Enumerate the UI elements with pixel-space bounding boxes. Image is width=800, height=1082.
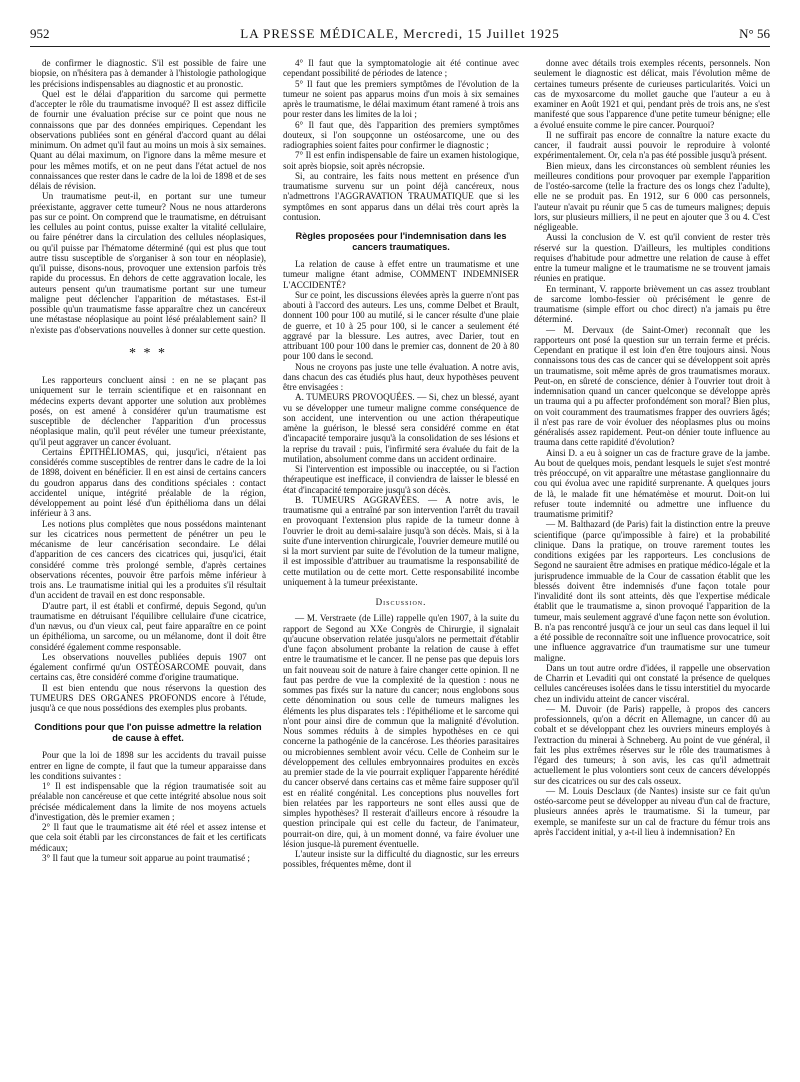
paragraph: — M. Louis Desclaux (de Nantes) insiste sur ce fait qu'un ostéo-sarcome peut se développer au niveau d'un cal de fracture, plusieurs années après le traumatisme. Si la tumeur, par exemple, se manifeste sur un cal de fracture du fémur trois ans après l'accident initial, y a-t-il lieu à indemnisation? En [534,785,770,837]
paragraph: — M. Dervaux (de Saint-Omer) reconnaît que les rapporteurs ont posé la question sur un terrain ferme et précis. Cependant en pratique il est loin d'en être toujours ainsi. Nous connaissons tous des cas de cancer qui se développent soit après un traumatisme, soit même après de gros traumatismes moraux. Peut-on, en sûreté de conscience, dénier à l'ouvrier tout droit à indemnisation quand un cancer quelconque se développe après un trauma qui a pu affecter profondément son moral? Bien plus, on voit couramment des traumatismes frapper des ouvriers âgés; il n'est pas rare de voir évoluer des néoplasmes plus ou moins généralisés assez rapidement. Peut-on dénier toute influence au trauma dans cette rapidité d'évolution? [534,324,770,448]
paragraph: 7° Il est enfin indispensable de faire un examen histologique, soit après biopsie, soit après nécropsie. [283,150,519,171]
paragraph: Bien mieux, dans les circonstances où semblent réunies les meilleures conditions pour provoquer par exemple l'apparition de l'ostéo-sarcome (telle la fracture des os longs chez l'adulte), elle ne se produit pas. En 1912, sur 6 000 cas personnels, l'auteur n'avait pu réunir que 5 cas de tumeurs malignes; depuis lors, sur plusieurs milliers, il ne peut en ajouter que 3 ou 4. C'est négligeable. [534,160,770,232]
paragraph: Il est bien entendu que nous réservons la question des TUMEURS DES ORGANES PROFONDS encore à l'étude, jusqu'à ce que nous possédions des exemples plus probants. [30,682,266,713]
column-1 [30,58,266,1068]
section-separator: * * * [129,345,167,361]
paragraph: Les observations nouvelles publiées depuis 1907 ont également confirmé qu'un OSTÉOSARCOME pouvait, dans certains cas, être considéré comme d'origine traumatique. [30,651,266,683]
paragraph: Ainsi D. a eu à soigner un cas de fracture grave de la jambe. Au bout de quelques mois, pendant lesquels le sujet s'est montré très préoccupé, on vit apparaître une métastase ganglionnaire du cou qui évolua avec une rapidité surprenante. A quelques jours de là, le malade fit une hématémèse et mourut. Doit-on lui refuser toute indemnité ou admettre une influence du traumatisme primitif? [534,447,770,519]
paragraph: Quel est le délai d'apparition du sarcome qui permette d'accepter le rôle du traumatisme invoqué? Il est assez difficile de fournir une évaluation précise sur ce point que nous ne connaissons que par des données empiriques. Cependant les observations publiées sont en général d'accord quant au délai minimum. On admet qu'il faut au moins un mois à six semaines. Quant au délai maximum, on l'ignore dans la même mesure et pour les mêmes motifs, et on ne peut dans l'état actuel de nos connaissances que rester dans le cadre de la loi de 1898 et de ses délais de révision. [30,88,266,191]
paragraph: A. TUMEURS PROVOQUÉES. — Si, chez un blessé, ayant vu se développer une tumeur maligne comme conséquence de son accident, une intervention ou une action thérapeutique amène la guérison, le blessé sera considéré comme en état d'incapacité temporaire jusqu'à la consolidation de ses lésions et la reprise du travail : puis, l'infirmité sera évaluée du fait de la mutilation, absolument comme dans un accident ordinaire. [283,392,519,464]
section-heading: Conditions pour que l'on puisse admettre la relation de cause à effet. [34,722,262,744]
column-3 [534,58,770,1068]
paragraph: Dans un tout autre ordre d'idées, il rappelle une observation de Charrin et Levaditi qui ont constaté la présence de quelques cellules cancéreuses isolées dans le tissu interstitiel du myocarde chez un individu atteint de cancer viscéral. [534,662,770,704]
paragraph: Sur ce point, les discussions élevées après la guerre n'ont pas abouti à l'accord des auteurs. Les uns, comme Delbet et Brault, donnent 100 pour 100 au mutilé, si le cancer résulte d'une plaie de guerre, et 10 à 25 pour 100, si le cancer a seulement été aggravé par la blessure. Les autres, avec Darier, tout en attribuant 100 pour 100 dans le premier cas, donnent de 20 à 80 pour 100 dans le second. [283,289,519,362]
paragraph: L'auteur insiste sur la difficulté du diagnostic, sur les erreurs possibles, fréquentes même, dont il [283,849,519,870]
paragraph: 3° Il faut que la tumeur soit apparue au point traumatisé ; [42,852,250,863]
section-heading: Règles proposées pour l'indemnisation dans les cancers traumatiques. [295,231,507,252]
paragraph: En terminant, V. rapporte brièvement un cas assez troublant de sarcome lombo-fessier où précisément le genre de traumatisme (simple effort ou choc direct) n'a jamais pu être déterminé. [534,283,770,325]
paragraph: Les rapporteurs concluent ainsi : en ne se plaçant pas uniquement sur le terrain scientifique et en raisonnant en médecins experts devant apporter une solution aux problèmes posés, on est amené à considérer qu'un traumatisme est susceptible de déclencher l'apparition d'un processus néoplasique malin, qu'il peut révéler une tumeur préexistante, qu'il peut aggraver un cancer évoluant. [30,375,266,447]
paragraph: 5° Il faut que les premiers symptômes de l'évolution de la tumeur ne soient pas apparus moins d'un mois à six semaines après le traumatisme, le délai maximum étant ramené à trois ans pour rester dans les limites de la loi ; [283,78,519,120]
paragraph: Si, au contraire, les faits nous mettent en présence d'un traumatisme survenu sur un point déjà cancéreux, nous n'admettrons l'AGGRAVATION TRAUMATIQUE que si les symptômes en sont apparus dans un délai très court après la contusion. [283,170,519,222]
paragraph: 1° Il est indispensable que la région traumatisée soit au préalable non cancéreuse et que cette intégrité absolue nous soit précisée médicalement dans la limite de nos moyens actuels d'investigation, dès le premier examen ; [30,781,266,822]
paragraph: La relation de cause à effet entre un traumatisme et une tumeur maligne étant admise, COMMENT INDEMNISER L'ACCIDENTÉ? [283,259,519,290]
paragraph: Il ne suffirait pas encore de connaître la nature exacte du cancer, il faudrait aussi pouvoir le reproduire à volonté expérimentalement. Or, cela n'a pas été possible jusqu'à présent. [534,129,770,161]
paragraph: Si l'intervention est impossible ou inacceptée, ou si l'action thérapeutique est inefficace, il conviendra de laisser le blessé en état d'incapacité temporaire jusqu'à son décès. [283,464,519,495]
paragraph: Un traumatisme peut-il, en portant sur une tumeur préexistante, aggraver cette tumeur? Nous ne nous attarderons pas sur ce point. On comprend que le traumatisme, en détruisant les cellules au point contus, puisse exalter la vitalité cellulaire, ou faire pénétrer dans la circulation des cellules néoplasiques, ou qu'il puisse par l'hématome déterminé (qui est plus que tout autre tissu susceptible de s'organiser à son tour en néoplasie), qu'il puisse, disons-nous, provoquer une extension parfois très rapide du processus. En dehors de cette aggravation locale, les auteurs pensent qu'un traumatisme portant sur une tumeur maligne peut déclencher l'apparition de métastases. Est-il possible qu'un traumatisme fasse apparaître chez un cancéreux une métastase néoplasique au point lésé préalablement sain? Il n'existe pas d'observations nouvelles à donner sur cette question. [30,191,266,335]
page-header [30,26,770,47]
paragraph: 4° Il faut que la symptomatologie ait été continue avec cependant possibilité de périodes de latence ; [283,58,519,79]
paragraph: de confirmer le diagnostic. S'il est possible de faire une biopsie, on n'hésitera pas à demander à l'histologie pathologique les précisions indispensables au diagnostic et au pronostic. [30,58,266,89]
paragraph: Pour que la loi de 1898 sur les accidents du travail puisse entrer en ligne de compte, il faut que la tumeur apparaisse dans les conditions suivantes : [30,750,266,781]
paragraph: Aussi la conclusion de V. est qu'il convient de rester très réservé sur la question. D'ailleurs, les multiples conditions requises d'habitude pour admettre une relation de cause à effet entre la tumeur maligne et le traumatisme ne se trouvent jamais réunies en pratique. [534,232,770,284]
paragraph: Les notions plus complètes que nous possédons maintenant sur les cicatrices nous permettent de pénétrer un peu le mécanisme de leur cancérisation secondaire. Le délai d'apparition de ces cancers des cicatrices qui, jusqu'ici, était considéré comme très prolongé semble, d'après certaines observations récentes, pouvoir être parfois même inférieur à trois ans. Le traumatisme initial qui les a produites s'il résultait d'un accident de travail en est donc responsable. [30,518,266,601]
paragraph: 2° Il faut que le traumatisme ait été réel et assez intense et que cela soit établi par les circonstances de fait et les certificats médicaux; [30,822,266,853]
paragraph: D'autre part, il est établi et confirmé, depuis Segond, qu'un traumatisme en détruisant l'équilibre cellulaire d'une cicatrice, d'un nævus, ou d'un vieux cal, peut faire apparaître en ce point un épithélioma, un sarcome, ou un mélanome, dont il doit être considéré également comme responsable. [30,600,266,652]
paragraph: — M. Duvoir (de Paris) rappelle, à propos des cancers professionnels, qu'on a décrit en Allemagne, un cancer dû au cobalt et se développant chez les ouvriers mineurs employés à l'extraction du minerai à Schneberg. Au point de vue général, il fait les plus extrêmes réserves sur le rôle des traumatismes à l'égard des tumeurs; à son avis, les cas qu'il admettrait actuellement le plus volontiers sont ceux de cancers développés sur des cicatrices ou sur des cals osseux. [534,703,770,786]
paragraph: B. TUMEURS AGGRAVÉES. — A notre avis, le traumatisme qui a entraîné par son intervention l'arrêt du travail en provoquant l'extension plus rapide de la tumeur donne à l'ouvrier le droit au demi-salaire jusqu'à son décès. Mais, si à la suite d'une intervention chirurgicale, l'ouvrier demeure mutilé ou si la mort survient par suite de l'évolution de la tumeur maligne, il est impossible d'attribuer au traumatisme la responsabilité de cette mutilation ou de cette mort. Cette responsabilité incombe uniquement à la tumeur préexistante. [283,494,519,587]
column-2 [283,58,519,1068]
paragraph: — M. Verstraete (de Lille) rappelle qu'en 1907, à la suite du rapport de Segond au XXe Congrès de Chirurgie, il signalait qu'aucune observation relatée jusqu'alors ne permettait d'établir d'une façon absolument probante la relation de cause à effet entre le traumatisme et le cancer. Il ne pense pas que depuis lors un fait nouveau soit de nature à faire changer cette opinion. Il ne faut pas perdre de vue la complexité de la question : nous ne sommes pas fixés sur la nature du cancer; nous englobons sous cette dénomination ou sous celle de tumeurs malignes les éléments les plus disparates tels : l'épithéliome et le sarcome qui n'ont pour ainsi dire de commun que la malignité d'évolution. Nous sommes réduits à de simples hypothèses en ce qui concerne la pathogénie de la cancérose. Les théories parasitaires ou microbiennes semblent avoir vécu. Celle de Conheim sur le développement des cellules embryonnaires produites en excès au premier stade de la vie pourrait expliquer l'apparente hérédité du cancer observé dans certains cas et même faire supposer qu'il est en réalité congénital. Les conceptions plus nouvelles fort bien relatées par les rapporteurs ne sont elles aussi que de simples hypothèses? Il resterait d'ailleurs encore à résoudre la question principale qui est celle du facteur, de l'animateur, pourrait-on dire, qui, à un moment donné, va faire évoluer une lésion jusque-là purement éventuelle. [283,613,519,849]
paragraph: 6° Il faut que, dès l'apparition des premiers symptômes douteux, si l'on soupçonne un ostéosarcome, une ou des radiographies soient faites pour confirmer le diagnostic ; [283,119,519,150]
discussion-heading: Discussion. [375,597,427,607]
paragraph: donne avec détails trois exemples récents, personnels. Non seulement le diagnostic est délicat, mais l'évolution même de certaines tumeurs présente de curieuses particularités. Voici un cas de myxosarcome du mollet gauche que l'auteur a eu à examiner en Août 1921 et qui, pendant près de trois ans, ne s'est manifesté que sous l'apparence d'une petite tumeur bénigne; elle a évolué ensuite comme le pire cancer. Pourquoi? [534,58,770,130]
paragraph: Nous ne croyons pas juste une telle évaluation. A notre avis, dans chacun des cas étudiés plus haut, deux hypothèses peuvent être envisagées : [283,361,519,392]
journal-title: LA PRESSE MÉDICALE, Mercredi, 15 Juillet 1925 [240,26,560,41]
paragraph: Certains ÉPITHÉLIOMAS, qui, jusqu'ici, n'étaient pas considérés comme susceptibles de rentrer dans le cadre de la loi de 1898, doivent en bénéficier. Il en est ainsi de certains cancers du goudron apparus dans des conditions spéciales : contact accidentel unique, intégrité préalable de la région, développement au point lésé d'un épithélioma dans un délai inférieur à 3 ans. [30,446,266,519]
page-number: 952 [30,26,50,41]
issue-number: N° 56 [739,26,770,41]
paragraph: — M. Balthazard (de Paris) fait la distinction entre la preuve scientifique (parce qu'impossible à faire) et la probabilité clinique. Dans la pratique, on trouve rarement toutes les conditions exigées par les rapporteurs. Les conclusions de Segond ne sauraient être admises en pratique médico-légale et la jurisprudence immuable de la Cour de cassation établit que les blessés doivent être indemnisés d'une façon totale pour l'invalidité dont ils sont atteints, dès que l'expertise médicale établit que le traumatisme a, sinon provoqué l'apparition de la tumeur, mais seulement aggravé d'une façon nette son évolution. B. n'a pas rencontré jusqu'à ce jour un seul cas dans lequel il lui a été possible de reconnaître soit une influence provocatrice, soit une influence aggravatrice d'un traumatisme sur une tumeur maligne. [534,519,770,663]
